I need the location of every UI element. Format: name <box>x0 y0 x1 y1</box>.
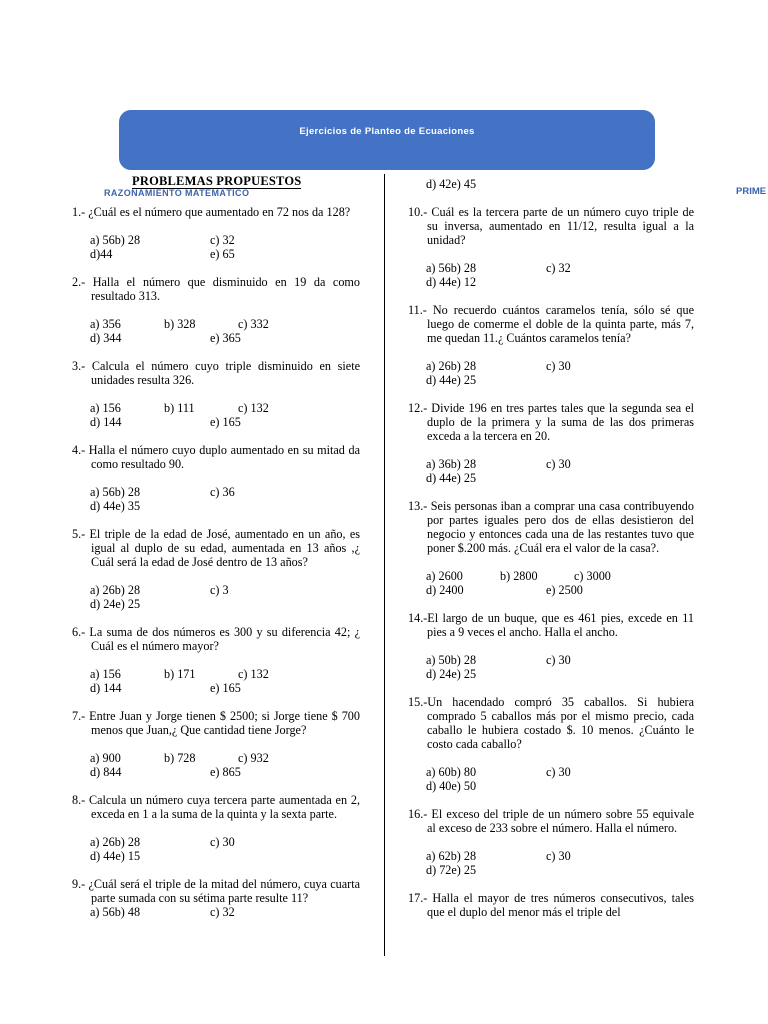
answer-options <box>408 359 694 387</box>
answer-option: a) 50b) 28 <box>426 653 477 667</box>
answer-options <box>72 835 360 863</box>
answer-option: a) 2600 <box>426 569 463 583</box>
answer-option: c) 932 <box>238 751 269 765</box>
answer-option: b) 328 <box>164 317 196 331</box>
answer-row <box>90 233 360 247</box>
answer-option: a) 26b) 28 <box>426 359 477 373</box>
problem-question: 9.- ¿Cuál será el triple de la mitad del número, cuya cuarta parte sumada con su sétima parte resulte 11? <box>72 877 360 905</box>
answer-option: d) 844 <box>90 765 122 779</box>
answer-option: c) 3 <box>210 583 229 597</box>
answer-row <box>90 849 360 863</box>
answer-options <box>408 177 694 191</box>
answer-row <box>426 765 694 779</box>
answer-option: d) 44e) 15 <box>90 849 141 863</box>
problem-question: 6.- La suma de dos números es 300 y su diferencia 42; ¿ Cuál es el número mayor? <box>72 625 360 653</box>
problem-question: 16.- El exceso del triple de un número sobre 55 equivale al exceso de 233 sobre el número. Halla el número. <box>408 807 694 835</box>
answer-option: e) 65 <box>210 247 235 261</box>
answer-option: a) 56b) 48 <box>90 905 141 919</box>
answer-option: d) 44e) 35 <box>90 499 141 513</box>
answer-option: a) 26b) 28 <box>90 583 141 597</box>
answer-row <box>426 177 694 191</box>
answer-row <box>426 569 694 583</box>
answer-option: a) 56b) 28 <box>90 233 141 247</box>
answer-option: c) 32 <box>210 905 235 919</box>
right-column <box>408 177 694 933</box>
answer-options <box>72 233 360 261</box>
answer-row <box>426 373 694 387</box>
answer-option: e) 165 <box>210 681 241 695</box>
answer-option: e) 365 <box>210 331 241 345</box>
answer-option: d) 24e) 25 <box>426 667 477 681</box>
answer-row <box>90 835 360 849</box>
answer-option: d) 144 <box>90 681 122 695</box>
answer-option: b) 2800 <box>500 569 538 583</box>
section-title-text: PROBLEMAS PROPUESTOS <box>132 174 302 188</box>
answer-option: c) 30 <box>546 849 571 863</box>
edge-label: PRIME <box>736 186 767 197</box>
problem-question: 4.- Halla el número cuyo duplo aumentado en su mitad da como resultado 90. <box>72 443 360 471</box>
problem-item <box>408 695 694 793</box>
problem-item <box>72 275 360 345</box>
problem-question: 10.- Cuál es la tercera parte de un número cuyo triple de su inversa, aumentado en 11/12, resulta igual a la unidad? <box>408 205 694 247</box>
answer-option: d) 44e) 12 <box>426 275 477 289</box>
answer-option: a) 60b) 80 <box>426 765 477 779</box>
answer-option: e) 865 <box>210 765 241 779</box>
answer-options <box>72 751 360 779</box>
problem-item <box>408 611 694 681</box>
problem-item <box>408 177 694 191</box>
problem-item <box>408 891 694 919</box>
answer-row <box>90 401 360 415</box>
answer-option: c) 30 <box>546 765 571 779</box>
answer-option: e) 2500 <box>546 583 583 597</box>
problem-question: 13.- Seis personas iban a comprar una casa contribuyendo por partes iguales pero dos de ellas desistieron del negocio y entonces cada una de las restantes tuvo que poner $.200 más. ¿Cuál era el valor de la casa?. <box>408 499 694 555</box>
problem-item <box>72 709 360 779</box>
answer-option: c) 30 <box>210 835 235 849</box>
answer-option: e) 165 <box>210 415 241 429</box>
answer-option: a) 26b) 28 <box>90 835 141 849</box>
problem-question: 14.-El largo de un buque, que es 461 pies, excede en 11 pies a 9 veces el ancho. Halla el ancho. <box>408 611 694 639</box>
answer-option: a) 900 <box>90 751 121 765</box>
answer-option: c) 36 <box>210 485 235 499</box>
answer-options <box>408 765 694 793</box>
problem-item <box>72 205 360 261</box>
answer-row <box>426 471 694 485</box>
banner-title: Ejercicios de Planteo de Ecuaciones <box>299 126 475 137</box>
answer-option: d) 42e) 45 <box>426 177 477 191</box>
answer-row <box>90 331 360 345</box>
problem-question: 12.- Divide 196 en tres partes tales que la segunda sea el duplo de la primera y la suma de las dos primeras exceda a la tercera en 20. <box>408 401 694 443</box>
answer-option: c) 132 <box>238 667 269 681</box>
problem-item <box>72 793 360 863</box>
answer-option: c) 32 <box>210 233 235 247</box>
answer-row <box>90 247 360 261</box>
answer-option: c) 332 <box>238 317 269 331</box>
answer-row <box>90 583 360 597</box>
answer-option: a) 56b) 28 <box>90 485 141 499</box>
answer-row <box>426 261 694 275</box>
answer-option: a) 156 <box>90 401 121 415</box>
answer-row <box>426 667 694 681</box>
answer-row <box>426 275 694 289</box>
answer-row <box>426 863 694 877</box>
answer-option: a) 156 <box>90 667 121 681</box>
answer-options <box>408 569 694 597</box>
answer-options <box>72 667 360 695</box>
answer-row <box>90 485 360 499</box>
answer-options <box>72 485 360 513</box>
problem-item <box>72 359 360 429</box>
answer-option: b) 171 <box>164 667 196 681</box>
problem-item <box>72 443 360 513</box>
answer-options <box>72 401 360 429</box>
answer-option: c) 30 <box>546 653 571 667</box>
problem-item <box>408 303 694 387</box>
answer-row <box>426 359 694 373</box>
answer-options <box>408 457 694 485</box>
left-column <box>72 205 360 933</box>
answer-option: d) 44e) 25 <box>426 471 477 485</box>
title-banner <box>119 110 655 170</box>
answer-option: d) 40e) 50 <box>426 779 477 793</box>
problem-question: 8.- Calcula un número cuya tercera parte aumentada en 2, exceda en 1 a la suma de la quinta y la sexta parte. <box>72 793 360 821</box>
answer-row <box>90 751 360 765</box>
problem-question: 7.- Entre Juan y Jorge tienen $ 2500; si Jorge tiene $ 700 menos que Juan,¿ Que cantidad tiene Jorge? <box>72 709 360 737</box>
problem-item <box>72 625 360 695</box>
problem-question: 1.- ¿Cuál es el número que aumentado en 72 nos da 128? <box>72 205 351 219</box>
answer-row <box>426 653 694 667</box>
answer-option: c) 30 <box>546 359 571 373</box>
problem-question: 3.- Calcula el número cuyo triple disminuido en siete unidades resulta 326. <box>72 359 360 387</box>
answer-option: d)44 <box>90 247 113 261</box>
problem-item <box>72 527 360 611</box>
answer-row <box>426 779 694 793</box>
answer-option: c) 30 <box>546 457 571 471</box>
answer-option: d) 44e) 25 <box>426 373 477 387</box>
answer-option: d) 2400 <box>426 583 464 597</box>
answer-option: d) 72e) 25 <box>426 863 477 877</box>
answer-options <box>72 905 360 919</box>
answer-option: a) 56b) 28 <box>426 261 477 275</box>
answer-row <box>90 765 360 779</box>
answer-option: d) 144 <box>90 415 122 429</box>
answer-option: c) 32 <box>546 261 571 275</box>
answer-option: a) 62b) 28 <box>426 849 477 863</box>
answer-options <box>408 653 694 681</box>
answer-options <box>408 849 694 877</box>
answer-row <box>90 667 360 681</box>
problem-question: 11.- No recuerdo cuántos caramelos tenía, sólo sé que luego de comerme el doble de la quinta parte, más 7, me quedan 11.¿ Cuántos caramelos tenía? <box>408 303 694 345</box>
answer-row <box>90 905 360 919</box>
answer-row <box>90 415 360 429</box>
answer-option: d) 344 <box>90 331 122 345</box>
problem-item <box>72 877 360 919</box>
answer-row <box>426 849 694 863</box>
answer-option: c) 3000 <box>574 569 611 583</box>
answer-option: d) 24e) 25 <box>90 597 141 611</box>
answer-option: a) 36b) 28 <box>426 457 477 471</box>
answer-options <box>72 583 360 611</box>
answer-option: b) 728 <box>164 751 196 765</box>
problem-question: 17.- Halla el mayor de tres números consecutivos, tales que el duplo del menor más el triple del <box>408 891 694 919</box>
section-subtitle: RAZONAMIENTO MATEMÁTICO <box>104 188 250 198</box>
section-title <box>132 174 301 189</box>
problem-question: 15.-Un hacendado compró 35 caballos. Si hubiera comprado 5 caballos más por el mismo precio, cada caballo le hubiera costado $. 10 menos. ¿Cuánto le costo cada caballo? <box>408 695 694 751</box>
problem-item <box>408 205 694 289</box>
answer-row <box>426 457 694 471</box>
answer-options <box>408 261 694 289</box>
answer-row <box>90 317 360 331</box>
column-divider <box>384 174 385 956</box>
answer-option: c) 132 <box>238 401 269 415</box>
answer-row <box>426 583 694 597</box>
answer-row <box>90 681 360 695</box>
answer-row <box>90 597 360 611</box>
answer-row <box>90 499 360 513</box>
problem-item <box>408 807 694 877</box>
problem-item <box>408 401 694 485</box>
problem-question: 2.- Halla el número que disminuido en 19 da como resultado 313. <box>72 275 360 303</box>
problem-item <box>408 499 694 597</box>
problem-question: 5.- El triple de la edad de José, aumentado en un año, es igual al duplo de su edad, aumentada en 13 años ,¿ Cuál será la edad de José dentro de 13 años? <box>72 527 360 569</box>
answer-options <box>72 317 360 345</box>
answer-option: b) 111 <box>164 401 195 415</box>
answer-option: a) 356 <box>90 317 121 331</box>
